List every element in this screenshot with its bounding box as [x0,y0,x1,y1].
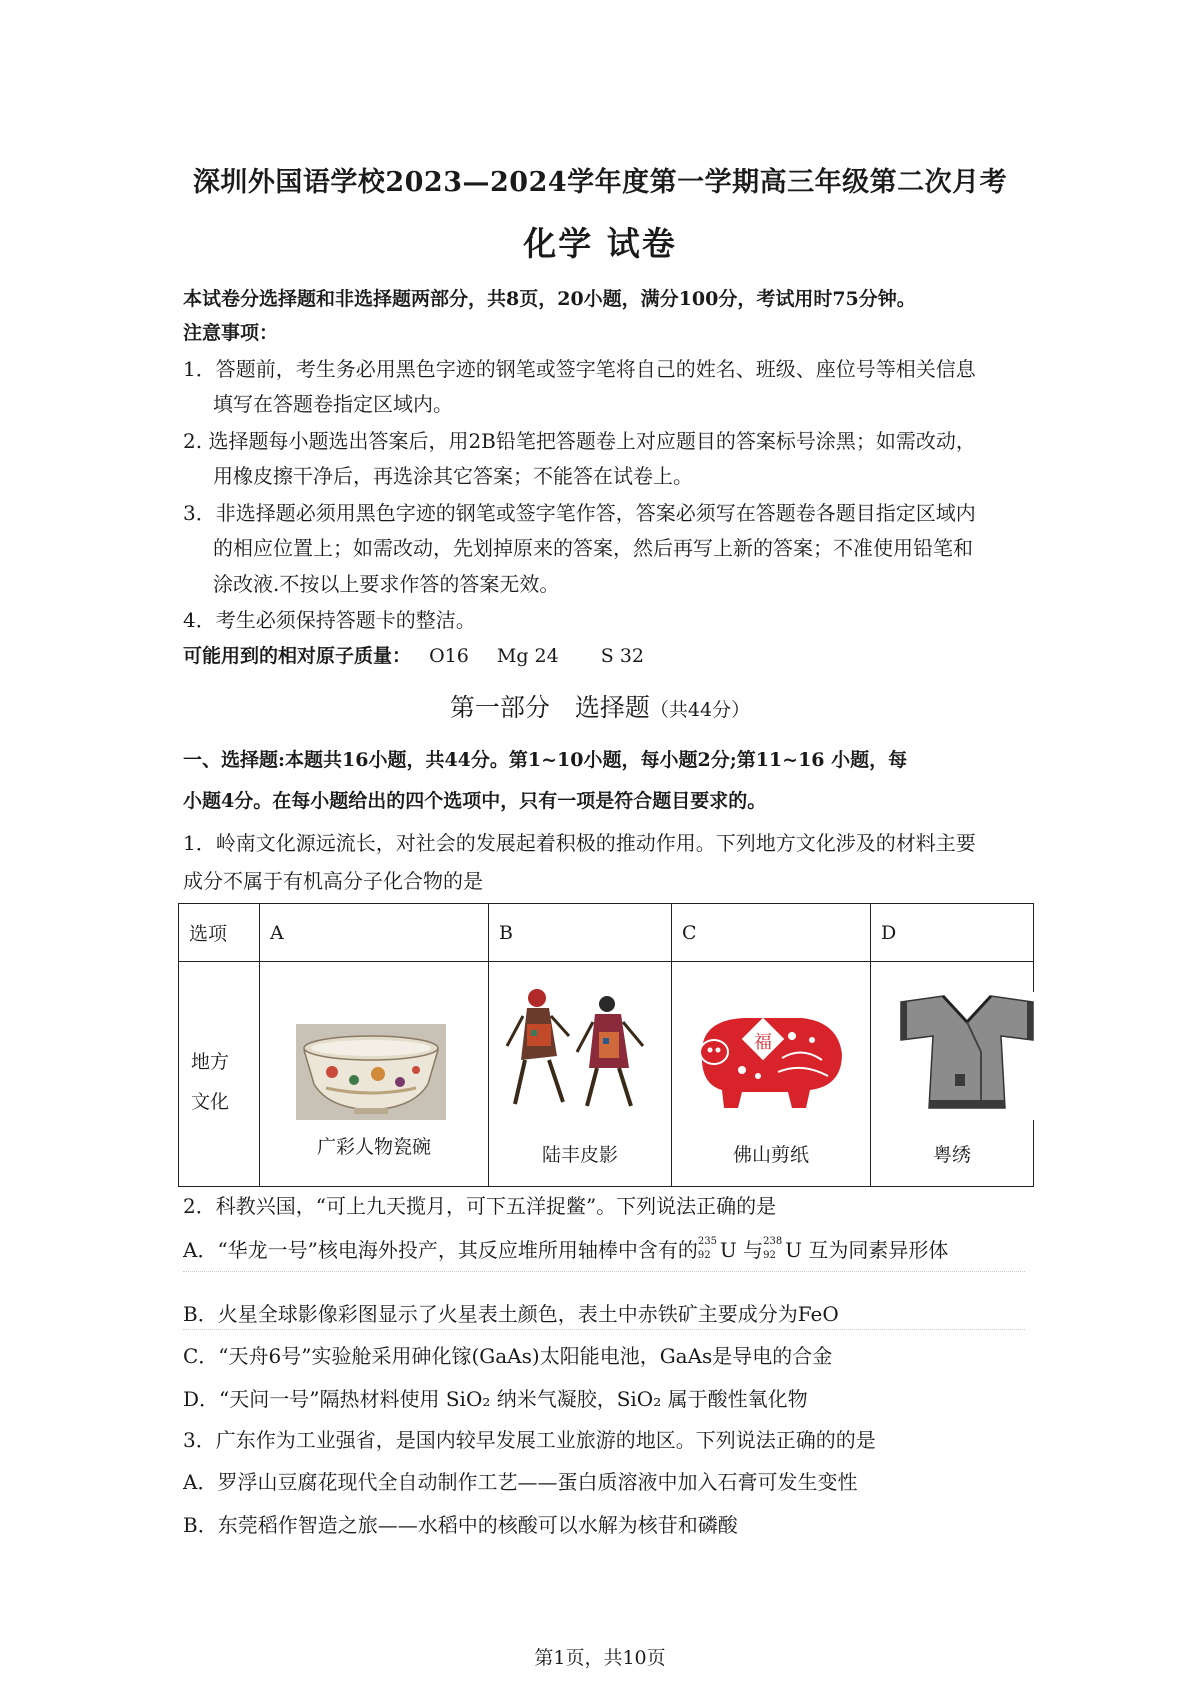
table-cell-option-a: A [260,904,489,962]
q2-option-a [183,1234,948,1263]
table-cell-option-d: D [871,904,1034,962]
exam-title: 深圳外国语学校2023—2024学年度第一学期高三年级第二次月考 [192,167,1008,198]
table-cell-image-c [672,962,871,1187]
atomic-mass-mg: Mg 24 [496,645,559,667]
q1-stem-line-1: 1．岭南文化源远流长，对社会的发展起着积极的推动作用。下列地方文化涉及的材料主要 [183,831,976,855]
table-cell-option-label: 选项 [179,904,260,962]
divider-dotted [183,1271,1025,1272]
note-2-line-2: 用橡皮擦干净后，再选涂其它答案；不能答在试卷上。 [213,464,693,488]
q2-option-a-pre: A．“华龙一号”核电海外投产，其反应堆所用轴棒中含有的 [183,1238,698,1262]
caption-b: 陆丰皮影 [541,1144,618,1166]
table-header-row [179,904,1034,962]
isotope-u238-z: 92 [763,1249,776,1261]
note-3-line-2: 的相应位置上；如需改动，先划掉原来的答案，然后再写上新的答案；不准使用铅笔和 [213,536,973,560]
isotope-u235 [697,1235,720,1262]
page-footer: 第1页，共10页 [534,1647,666,1669]
table-image-row [179,962,1034,1187]
table-cell-culture-label [179,962,260,1187]
notice-label: 注意事项： [183,322,279,344]
embroidered-robe-image [897,992,1037,1120]
shadow-puppet-image [497,976,653,1116]
caption-a: 广彩人物瓷碗 [316,1136,431,1158]
q2-option-a-post: 互为同素异形体 [801,1238,949,1262]
porcelain-bowl-image [296,1024,446,1120]
caption-c: 佛山剪纸 [732,1144,809,1166]
q2-stem: 2．科教兴国，“可上九天揽月，可下五洋捉鳖”。下列说法正确的是 [183,1194,777,1218]
q2-option-d: D．“天问一号”隔热材料使用 SiO₂ 纳米气凝胶，SiO₂ 属于酸性氧化物 [183,1387,808,1411]
isotope-u238-symbol: U [785,1238,802,1262]
exam-summary: 本试卷分选择题和非选择题两部分，共8页，20小题，满分100分，考试用时75分钟。 [183,288,916,310]
note-3-line-3: 涂改液.不按以上要求作答的答案无效。 [213,572,560,596]
q1-stem-line-2: 成分不属于有机高分子化合物的是 [183,869,483,893]
note-1-line-2: 填写在答题卷指定区域内。 [213,392,453,416]
note-4: 4．考生必须保持答题卡的整洁。 [183,608,476,632]
table-cell-option-c: C [672,904,871,962]
q3-option-a: A．罗浮山豆腐花现代全自动制作工艺——蛋白质溶液中加入石膏可发生变性 [183,1470,858,1494]
atomic-mass-label: 可能用到的相对原子质量： [183,645,412,667]
isotope-u235-mass: 235 [697,1235,717,1247]
q3-option-b: B．东莞稻作智造之旅——水稻中的核酸可以水解为核苷和磷酸 [183,1513,738,1537]
section-heading-title: 第一部分 选择题 [449,693,650,722]
papercut-fu-character: 福 [754,1032,772,1053]
caption-d: 粤绣 [932,1144,971,1166]
table-cell-option-b: B [489,904,672,962]
atomic-mass-o: O16 [429,645,469,667]
atomic-mass-s: S 32 [600,645,644,667]
q1-options-table [178,903,1034,1187]
section-heading-note: （共44分） [649,699,751,721]
note-2-line-1: 2. 选择题每小题选出答案后，用2B铅笔把答题卷上对应题目的答案标号涂黑；如需改动， [183,429,976,453]
isotope-u235-z: 92 [697,1249,711,1261]
divider-dotted [183,1329,1025,1330]
q3-stem: 3．广东作为工业强省，是国内较早发展工业旅游的地区。下列说法正确的的是 [183,1428,876,1452]
isotope-u235-symbol: U [719,1238,737,1262]
q2-option-b: B．火星全球影像彩图显示了火星表土颜色，表土中赤铁矿主要成分为FeO [183,1302,839,1326]
q2-option-a-mid: 与 [736,1238,764,1262]
table-cell-image-d [871,962,1034,1187]
culture-label-line-2: 文化 [191,1091,230,1113]
exam-subtitle: 化学 试卷 [523,224,677,263]
paper-cut-pig-image [682,996,852,1118]
q2-option-c: C．“天舟6号”实验舱采用砷化镓(GaAs)太阳能电池，GaAs是导电的合金 [183,1344,833,1368]
atomic-mass-row [183,641,644,668]
culture-label-line-1: 地方 [191,1051,230,1073]
note-1-line-1: 1．答题前，考生务必用黑色字迹的钢笔或签字笔将自己的姓名、班级、座位号等相关信息 [183,357,976,381]
isotope-u238 [763,1235,785,1262]
section-instruction-line-2: 小题4分。在每小题给出的四个选项中，只有一项是符合题目要求的。 [183,790,767,812]
table-cell-image-b [489,962,672,1187]
isotope-u238-mass: 238 [763,1235,783,1247]
table-cell-image-a [260,962,489,1187]
section-heading [0,688,1200,724]
note-3-line-1: 3．非选择题必须用黑色字迹的钢笔或签字笔作答，答案必须写在答题卷各题目指定区域内 [183,501,976,525]
section-instruction-line-1: 一、选择题:本题共16小题，共44分。第1~10小题，每小题2分;第11~16 小题，每 [183,749,908,771]
